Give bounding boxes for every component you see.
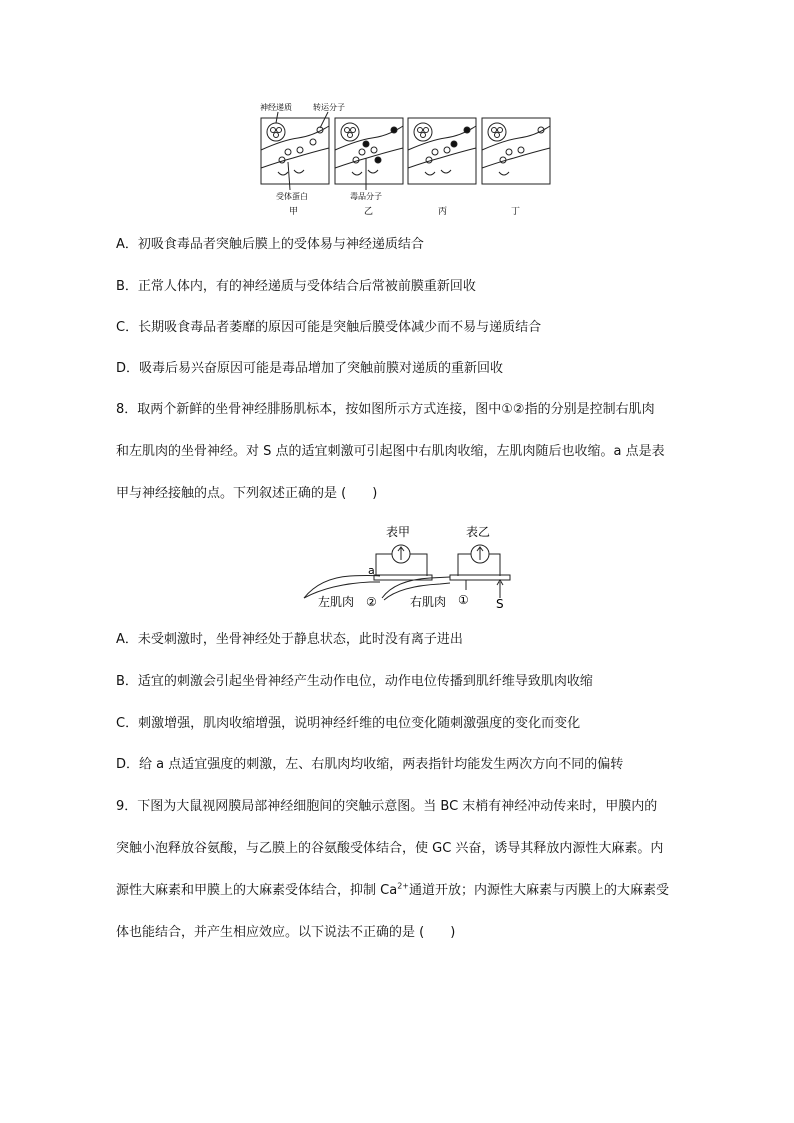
point-s-label: S [496,597,504,611]
q8-option-b: B．适宜的刺激会引起坐骨神经产生动作电位，动作电位传播到肌纤维导致肌肉收缩 [116,674,593,689]
q7-option-d: D．吸毒后易兴奋原因可能是毒品增加了突触前膜对递质的重新回收 [116,361,504,376]
panel-jia-content [261,123,329,175]
panel-bing-content [408,123,476,175]
q8-option-a: A．未受刺激时，坐骨神经处于静息状态，此时没有离子进出 [116,632,463,647]
q8-stem-line-1: 8．取两个新鲜的坐骨神经腓肠肌标本，按如图所示方式连接，图中①②指的分别是控制右肌肉 [116,402,655,417]
q8-stem-line-3: 甲与神经接触的点。下列叙述正确的是 ( ) [116,486,378,501]
right-muscle-label: 右肌肉 [410,595,447,609]
label-transporter: 转运分子 [313,103,345,112]
meter-jia-label: 表甲 [386,525,411,539]
synapse-figure [258,100,558,220]
q7-option-a: A．初吸食毒品者突触后膜上的受体易与神经递质结合 [116,237,424,252]
q7-option-c: C．长期吸食毒品者萎靡的原因可能是突触后膜受体减少而不易与递质结合 [116,320,542,335]
q9-stem-line-1: 9．下图为大鼠视网膜局部神经细胞间的突触示意图。当 BC 末梢有神经冲动传来时，甲膜内的 [116,799,658,814]
q9-calcium-superscript: 2+ [397,881,409,891]
panel-label-bing: 丙 [438,207,448,217]
nerve-1-label: ① [458,593,469,607]
panel-label-ding: 丁 [511,207,521,217]
q9-stem-line-2: 突触小泡释放谷氨酸，与乙膜上的谷氨酸受体结合，使 GC 兴奋，诱导其释放内源性大麻素。内 [116,841,664,856]
q7-option-b: B．正常人体内，有的神经递质与受体结合后常被前膜重新回收 [116,279,476,294]
label-drug: 毒品分子 [350,192,382,201]
q9-stem-line-3 [116,879,669,898]
left-muscle-label: 左肌肉 [318,595,355,609]
nerve-2-label: ② [366,595,377,609]
panel-yi-content [335,123,403,175]
q9-line3-part-a: 源性大麻素和甲膜上的大麻素受体结合，抑制 Ca [116,883,398,898]
point-a-label: a [368,564,375,577]
meter-yi-label: 表乙 [466,525,491,539]
label-neurotransmitter: 神经递质 [260,103,292,112]
panel-label-jia: 甲 [289,207,299,217]
panel-ding-content [482,123,550,175]
nerve-muscle-figure [300,520,520,612]
q8-option-c: C．刺激增强，肌肉收缩增强，说明神经纤维的电位变化随刺激强度的变化而变化 [116,716,581,731]
q9-stem-line-4: 体也能结合，并产生相应效应。以下说法不正确的是 ( ) [116,925,456,940]
q8-stem-line-2: 和左肌肉的坐骨神经。对 S 点的适宜刺激可引起图中右肌肉收缩，左肌肉随后也收缩。a 点是表 [116,444,665,459]
panel-label-yi: 乙 [364,207,374,217]
label-receptor: 受体蛋白 [276,192,308,201]
q9-line3-part-b: 通道开放；内源性大麻素与丙膜上的大麻素受 [408,883,669,898]
q8-option-d: D．给 a 点适宜强度的刺激，左、右肌肉均收缩，两表指针均能发生两次方向不同的偏转 [116,757,624,772]
